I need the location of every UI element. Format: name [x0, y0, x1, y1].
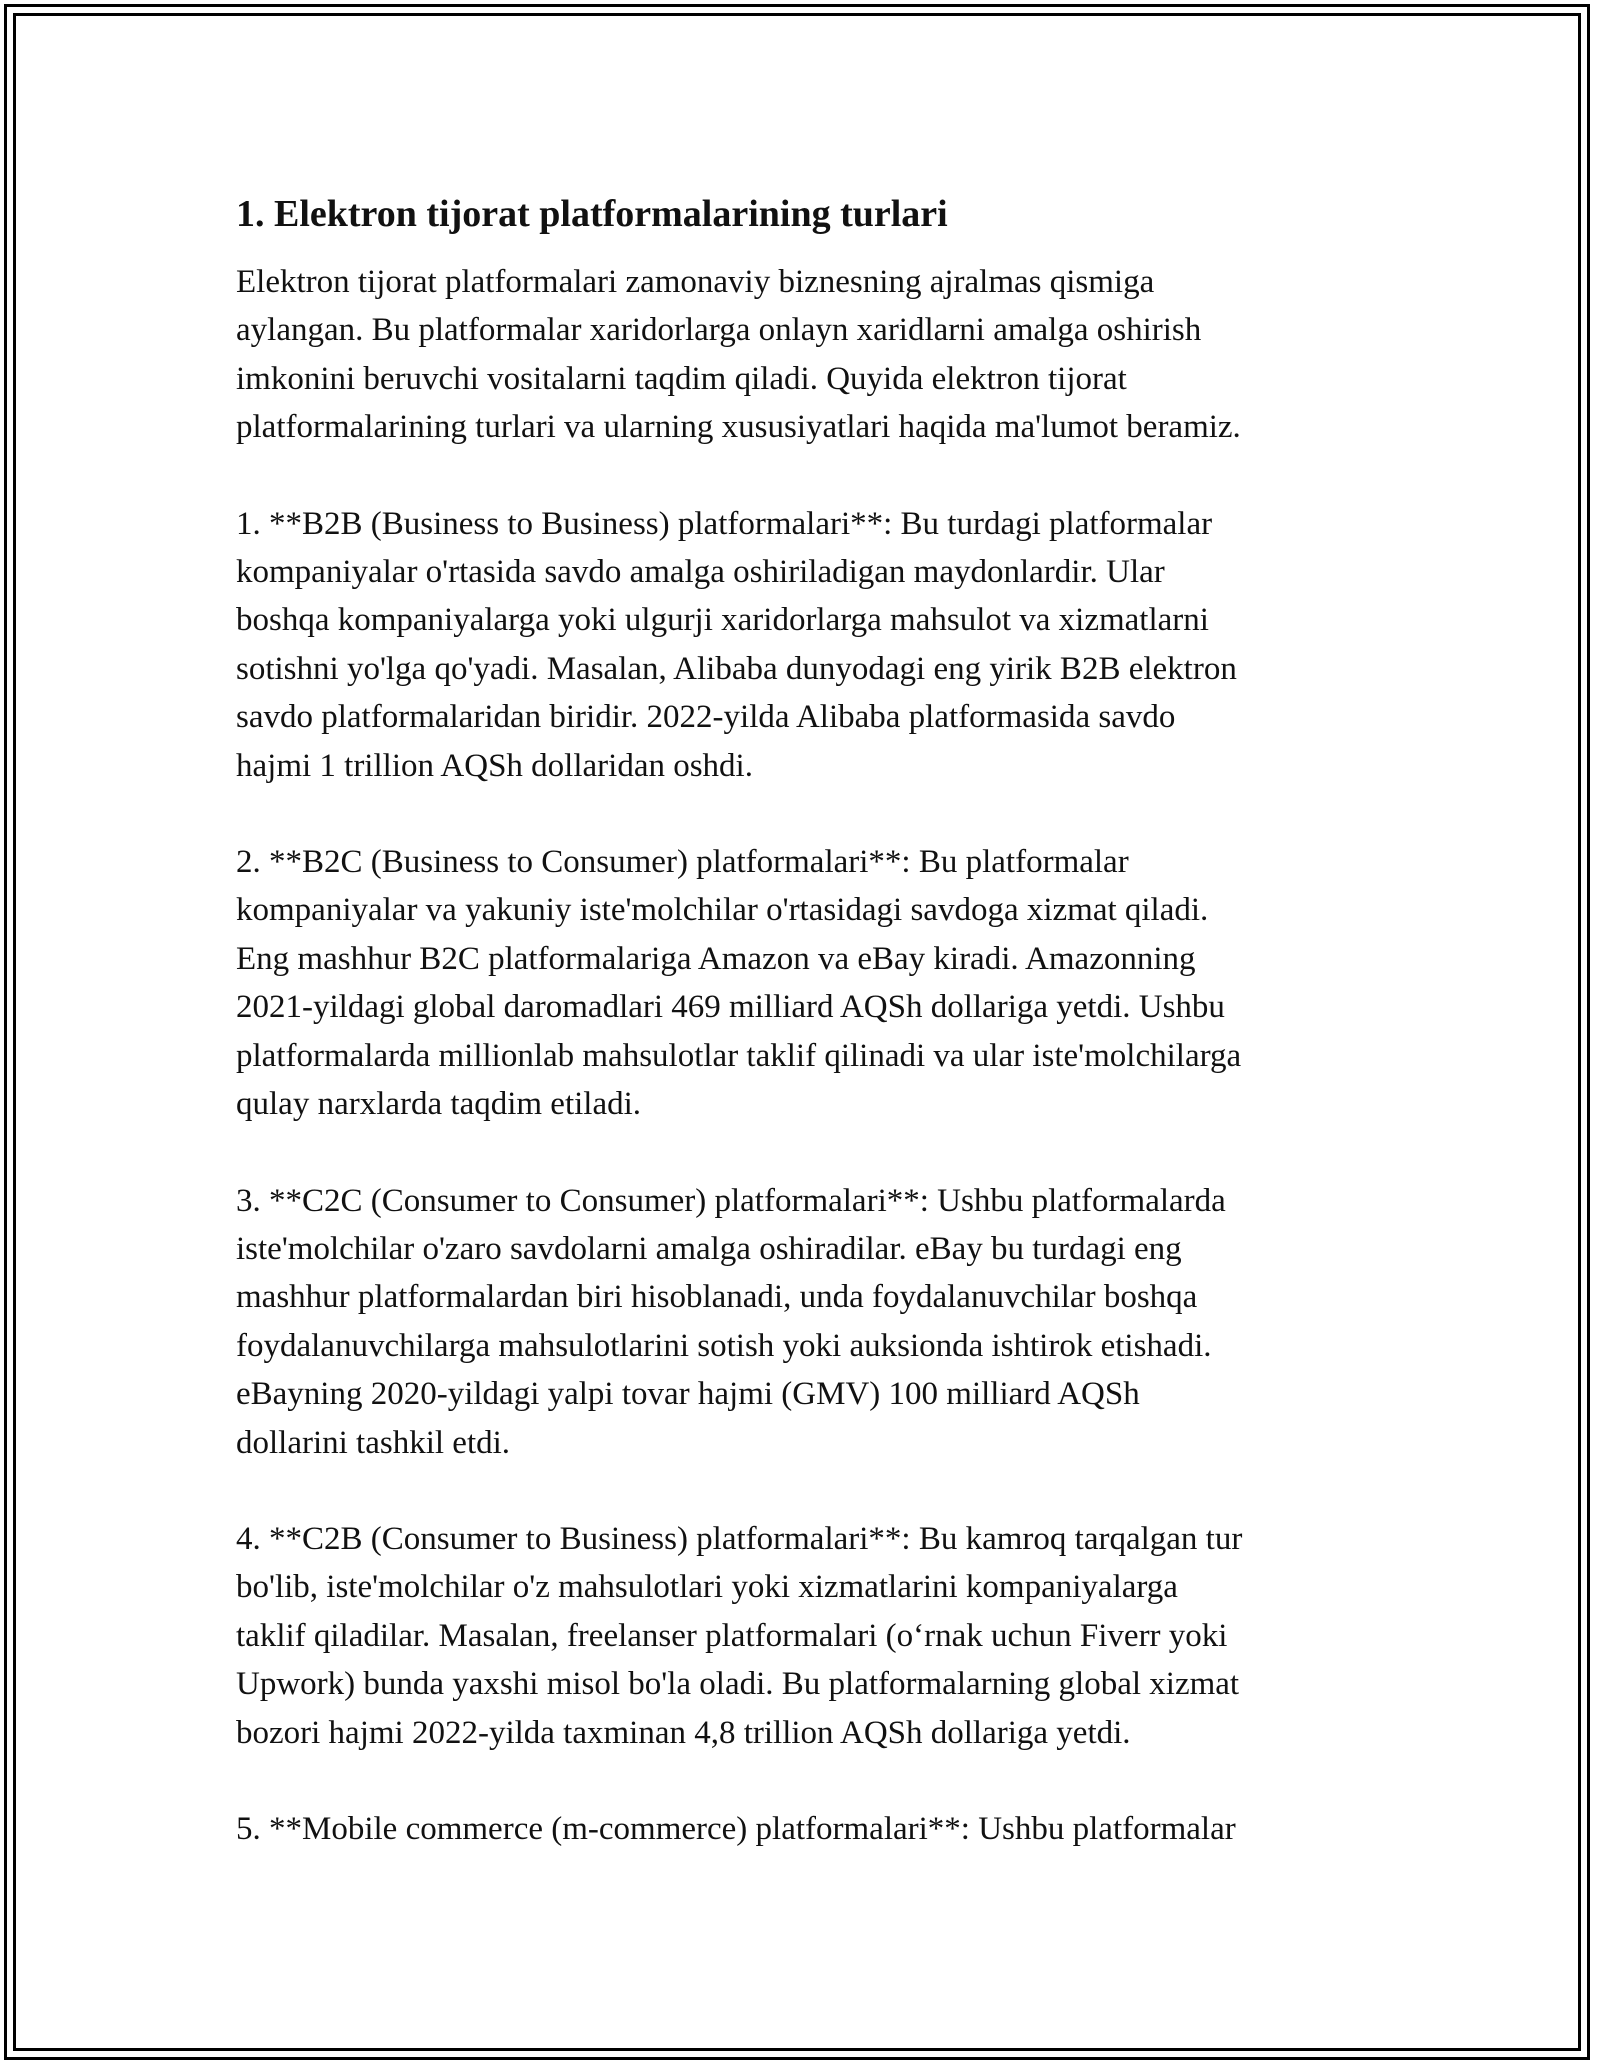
- b2b-paragraph: 1. **B2B (Business to Business) platformalari**: Bu turdagi platformalar kompaniyalar o'rtasida savdo amalga oshiriladigan maydonlardir. Ular boshqa kompaniyalarga yoki ulgurji xaridorlarga mahsulot va xizmatlarni sotishni yo'lga qo'yadi. Masalan, Alibaba dunyodagi eng yirik B2B elektron savdo platformalaridan biridir. 2022-yilda Alibaba platformasida savdo hajmi 1 trillion AQSh dollaridan oshdi.: [236, 505, 1237, 784]
- document-heading: 1. Elektron tijorat platformalarining turlari: [236, 193, 948, 235]
- intro-paragraph: Elektron tijorat platformalari zamonaviy biznesning ajralmas qismiga aylangan. Bu platformalar xaridorlarga onlayn xaridlarni amalga oshirish imkonini beruvchi vositalarni taqdim qiladi. Quyida elektron tijorat platformalarining turlari va ularning xususiyatlari haqida ma'lumot beramiz.: [236, 264, 1241, 446]
- m-commerce-paragraph: 5. **Mobile commerce (m-commerce) platformalari**: Ushbu platformalar: [236, 1810, 1236, 1847]
- b2c-paragraph: 2. **B2C (Business to Consumer) platformalari**: Bu platformalar kompaniyalar va yakuniy iste'molchilar o'rtasidagi savdoga xizmat qiladi. Eng mashhur B2C platformalariga Amazon va eBay kiradi. Amazonning 2021-yildagi global daromadlari 469 milliard AQSh dollariga yetdi. Ushbu platformalarda millionlab mahsulotlar taklif qilinadi va ular iste'molchilarga qulay narxlarda taqdim etiladi.: [236, 844, 1242, 1123]
- c2b-paragraph: 4. **C2B (Consumer to Business) platformalari**: Bu kamroq tarqalgan tur bo'lib, iste'molchilar o'z mahsulotlari yoki xizmatlarini kompaniyalarga taklif qiladilar. Masalan, freelanser platformalari (o‘rnak uchun Fiverr yoki Upwork) bunda yaxshi misol bo'la oladi. Bu platformalarning global xizmat bozori hajmi 2022-yilda taxminan 4,8 trillion AQSh dollariga yetdi.: [236, 1520, 1243, 1751]
- document-body: [236, 190, 1366, 1901]
- c2c-paragraph: 3. **C2C (Consumer to Consumer) platformalari**: Ushbu platformalarda iste'molchilar o'zaro savdolarni amalga oshiradilar. eBay bu turdagi eng mashhur platformalardan biri hisoblanadi, unda foydalanuvchilar boshqa foydalanuvchilarga mahsulotlarini sotish yoki auksionda ishtirok etishadi. eBayning 2020-yildagi yalpi tovar hajmi (GMV) 100 milliard AQSh dollarini tashkil etdi.: [236, 1182, 1226, 1461]
